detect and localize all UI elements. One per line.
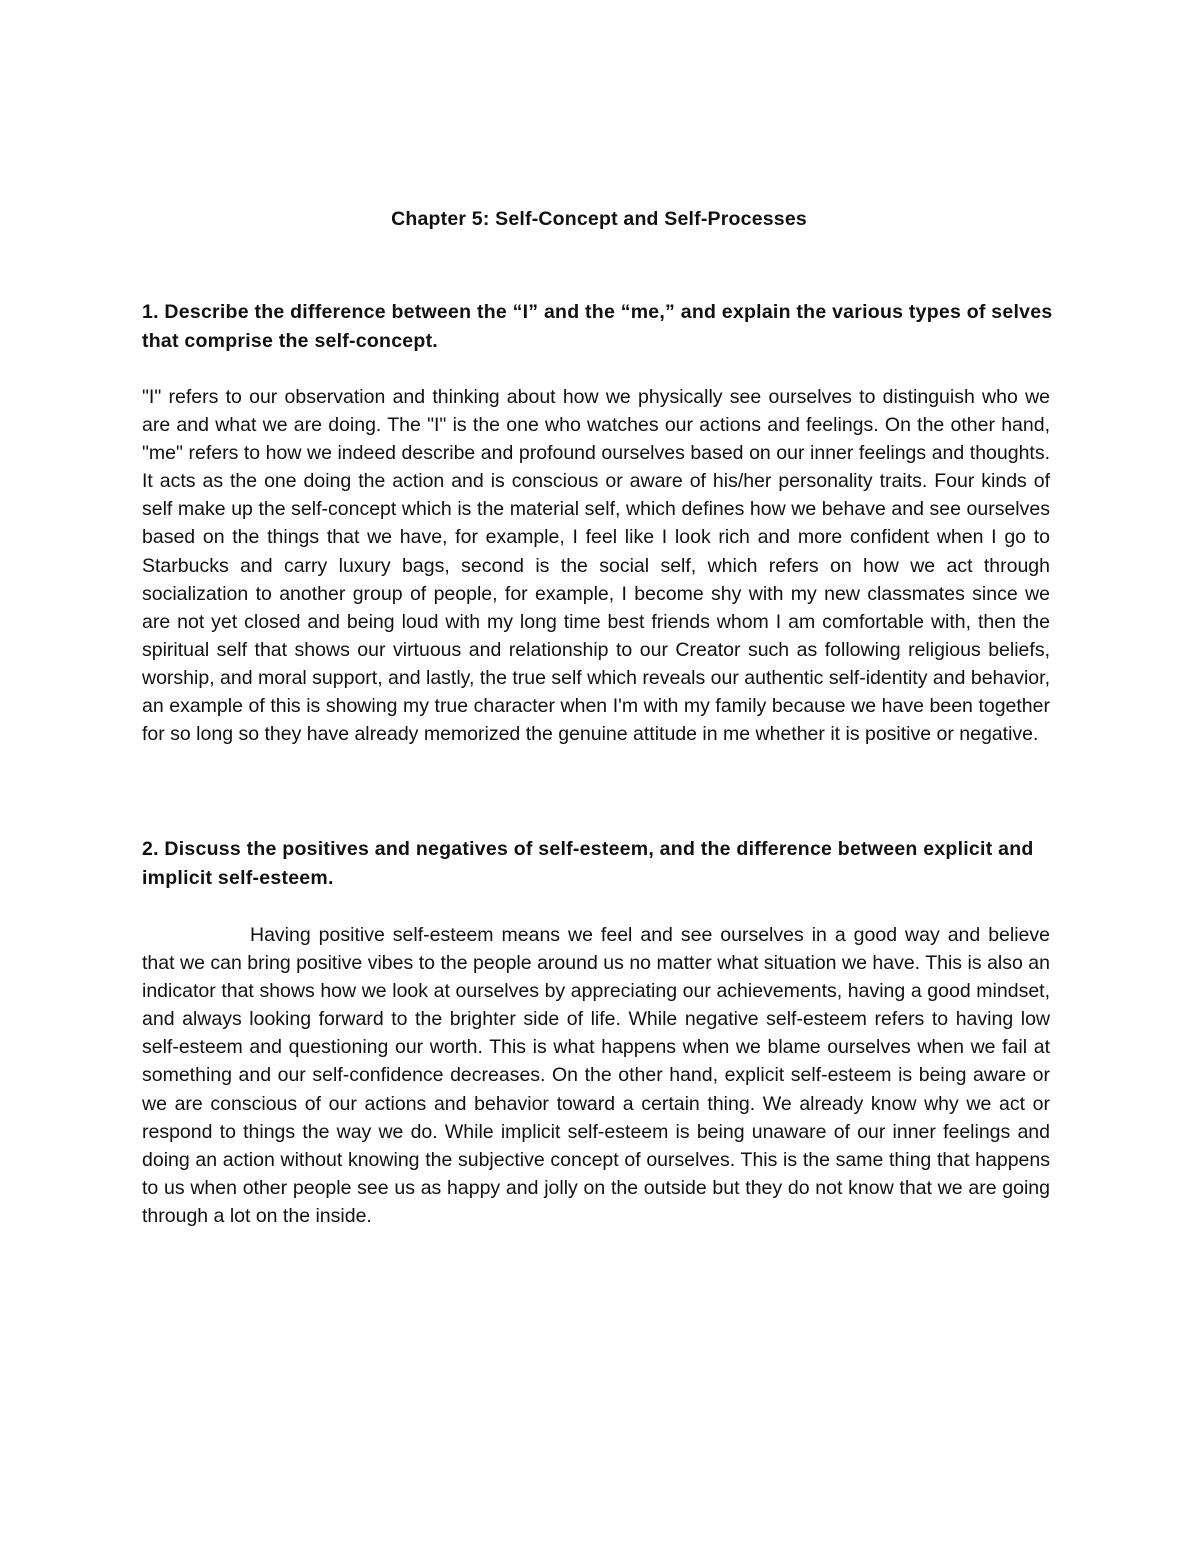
question-1-heading: 1. Describe the difference between the “I” and the “me,” and explain the various types of selves that comprise the self-concept. xyxy=(142,301,1053,352)
question-2-heading: 2. Discuss the positives and negatives of self-esteem, and the difference between explicit and implicit self-esteem. xyxy=(142,838,1034,889)
answer-2-paragraph: Having positive self-esteem means we feel and see ourselves in a good way and believe that we can bring positive vibes to the people around us no matter what situation we have. This is also an indicator that shows how we look at ourselves by appreciating our achievements, having a good mindset, and always looking forward to the brighter side of life. While negative self-esteem refers to having low self-esteem and questioning our worth. This is what happens when we blame ourselves when we fail at something and our self-confidence decreases. On the other hand, explicit self-esteem is being aware or we are conscious of our actions and behavior toward a certain thing. We already know why we act or respond to things the way we do. While implicit self-esteem is being unaware of our inner feelings and doing an action without knowing the subjective concept of ourselves. This is the same thing that happens to us when other people see us as happy and jolly on the outside but they do not know that we are going through a lot on the inside. xyxy=(142,924,1050,1227)
answer-1-paragraph: "I" refers to our observation and thinking about how we physically see ourselves to distinguish who we are and what we are doing. The "I" is the one who watches our actions and feelings. On the other hand, "me" refers to how we indeed describe and profound ourselves based on our inner feelings and thoughts. It acts as the one doing the action and is conscious or aware of his/her personality traits. Four kinds of self make up the self-concept which is the material self, which defines how we behave and see ourselves based on the things that we have, for example, I feel like I look rich and more confident when I go to Starbucks and carry luxury bags, second is the social self, which refers on how we act through socialization to another group of people, for example, I become shy with my new classmates since we are not yet closed and being loud with my long time best friends whom I am comfortable with, then the spiritual self that shows our virtuous and relationship to our Creator such as following religious beliefs, worship, and moral support, and lastly, the true self which reveals our authentic self-identity and behavior, an example of this is showing my true character when I'm with my family because we have been together for so long so they have already memorized the genuine attitude in me whether it is positive or negative. xyxy=(142,386,1050,746)
page-title: Chapter 5: Self-Concept and Self-Processes xyxy=(391,208,807,230)
